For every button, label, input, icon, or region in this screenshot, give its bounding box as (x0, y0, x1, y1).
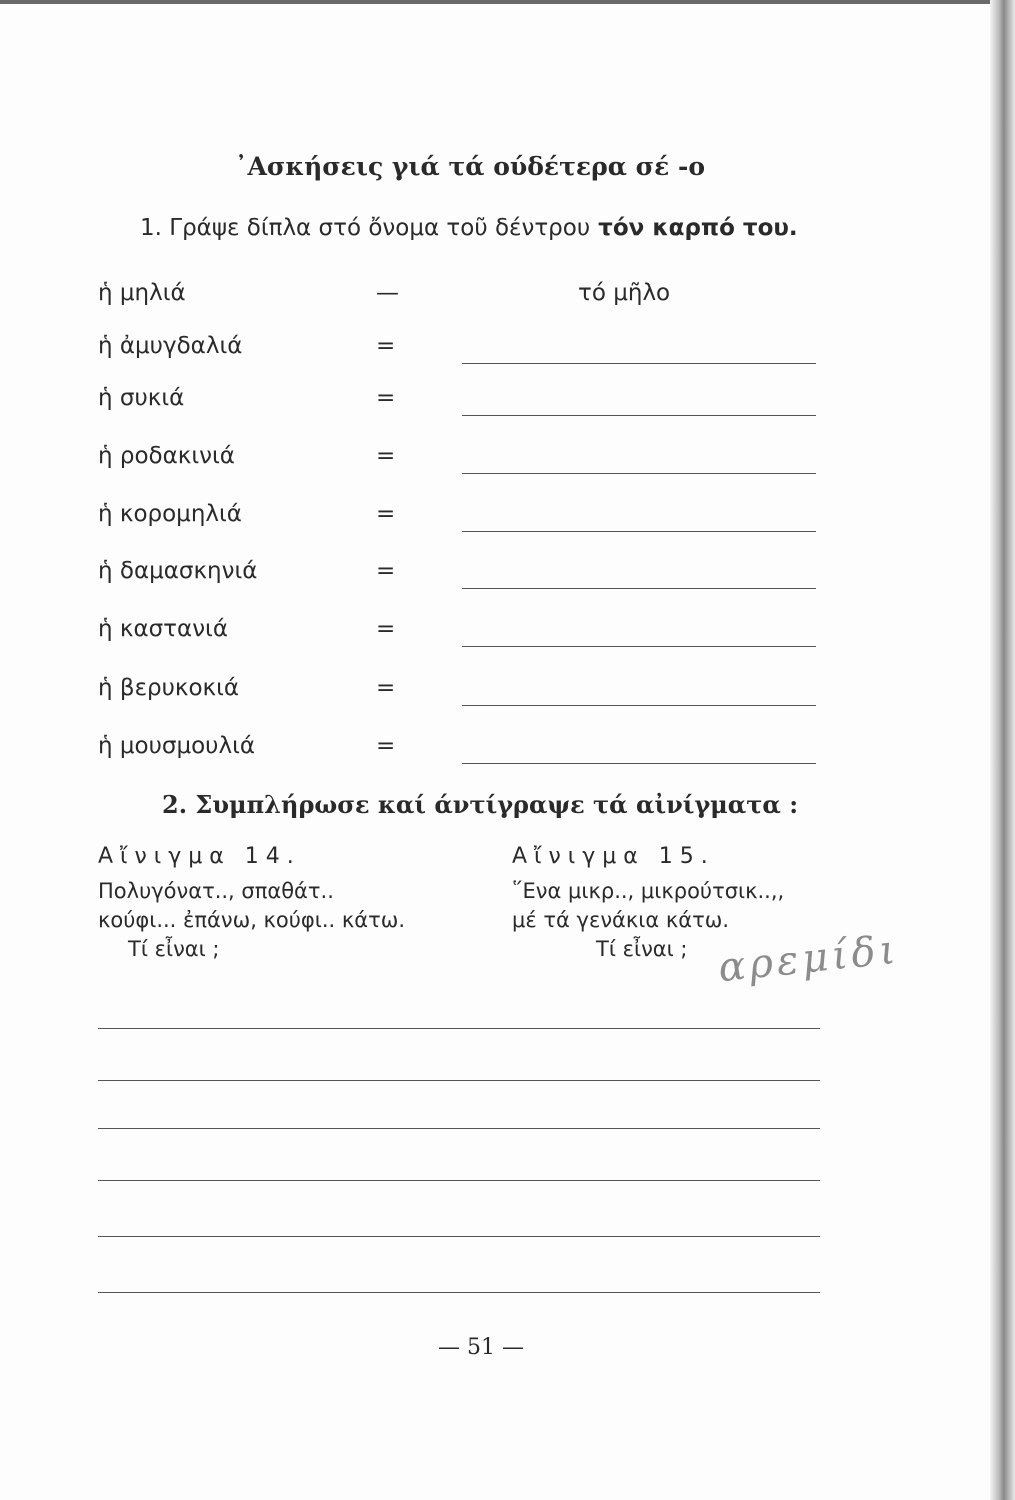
riddle-line: μέ τά γενάκια κάτω. (512, 908, 730, 932)
exercise1-instruction-plain: 1. Γράψε δίπλα στό ὄνομα τοῦ δέντρου (140, 215, 591, 241)
writing-line[interactable] (98, 1236, 820, 1237)
tree-name: ἡ βερυκοκιά (98, 675, 240, 701)
answer-blank-line[interactable] (462, 705, 816, 706)
equals-sign: = (376, 733, 396, 759)
tree-row (0, 501, 1015, 541)
equals-sign: = (376, 333, 396, 359)
riddle-line: ῞Ενα μικρ.., μικρούτσικ..,, (512, 879, 785, 903)
tree-row (0, 616, 1015, 656)
riddle-line: κούφι... ἐπάνω, κούφι.. κάτω. (98, 908, 406, 932)
tree-name: ἡ κορομηλιά (98, 501, 242, 527)
answer-blank-line[interactable] (462, 763, 816, 764)
answer-blank-line[interactable] (462, 363, 816, 364)
tree-name: ἡ μουσμουλιά (98, 733, 256, 759)
riddle-question: Τί εἶναι ; (596, 937, 688, 961)
tree-row (0, 558, 1015, 598)
tree-row (0, 443, 1015, 483)
tree-row (0, 733, 1015, 773)
answer-blank-line[interactable] (462, 588, 816, 589)
tree-name: ἡ ἀμυγδαλιά (98, 333, 243, 359)
tree-name: ἡ συκιά (98, 385, 185, 411)
answer-blank-line[interactable] (462, 415, 816, 416)
answer-blank-line[interactable] (462, 531, 816, 532)
answer-blank-line[interactable] (462, 646, 816, 647)
riddle-line: Πολυγόνατ.., σπαθάτ.. (98, 879, 334, 903)
answer-blank-line[interactable] (462, 473, 816, 474)
fruit-answer: τό μῆλο (578, 280, 671, 306)
handwritten-answer: αρεμίδι (716, 926, 902, 992)
riddle-title: Αἴνιγμα 14. (98, 844, 301, 869)
tree-row (0, 333, 1015, 373)
exercise1-instruction (140, 215, 798, 241)
equals-sign: = (376, 385, 396, 411)
tree-row (0, 385, 1015, 425)
equals-sign: = (376, 675, 396, 701)
writing-line[interactable] (98, 1028, 820, 1029)
exercise1-instruction-bold: τόν καρπό του. (590, 215, 798, 241)
tree-name: ἡ μηλιά (98, 280, 186, 306)
tree-row (0, 280, 1015, 320)
equals-sign: — (376, 280, 399, 306)
writing-line[interactable] (98, 1292, 820, 1293)
tree-name: ἡ ροδακινιά (98, 443, 235, 469)
exercise2-heading: 2. Συμπλήρωσε καί άντίγραψε τά αἰνίγματα : (162, 790, 799, 819)
equals-sign: = (376, 558, 396, 584)
tree-name: ἡ καστανιά (98, 616, 228, 642)
scan-top-edge (0, 0, 1000, 4)
writing-line[interactable] (98, 1180, 820, 1181)
equals-sign: = (376, 501, 396, 527)
equals-sign: = (376, 616, 396, 642)
writing-line[interactable] (98, 1128, 820, 1129)
page-number: — 51 — (438, 1335, 524, 1360)
riddle-title: Αἴνιγμα 15. (512, 844, 715, 869)
tree-row (0, 675, 1015, 715)
equals-sign: = (376, 443, 396, 469)
writing-line[interactable] (98, 1080, 820, 1081)
page-title: ᾿Ασκήσεις γιά τά ούδέτερα σέ -ο (235, 152, 706, 181)
riddle-14 (98, 842, 405, 964)
riddle-question: Τί εἶναι ; (128, 937, 220, 961)
tree-name: ἡ δαμασκηνιά (98, 558, 258, 584)
